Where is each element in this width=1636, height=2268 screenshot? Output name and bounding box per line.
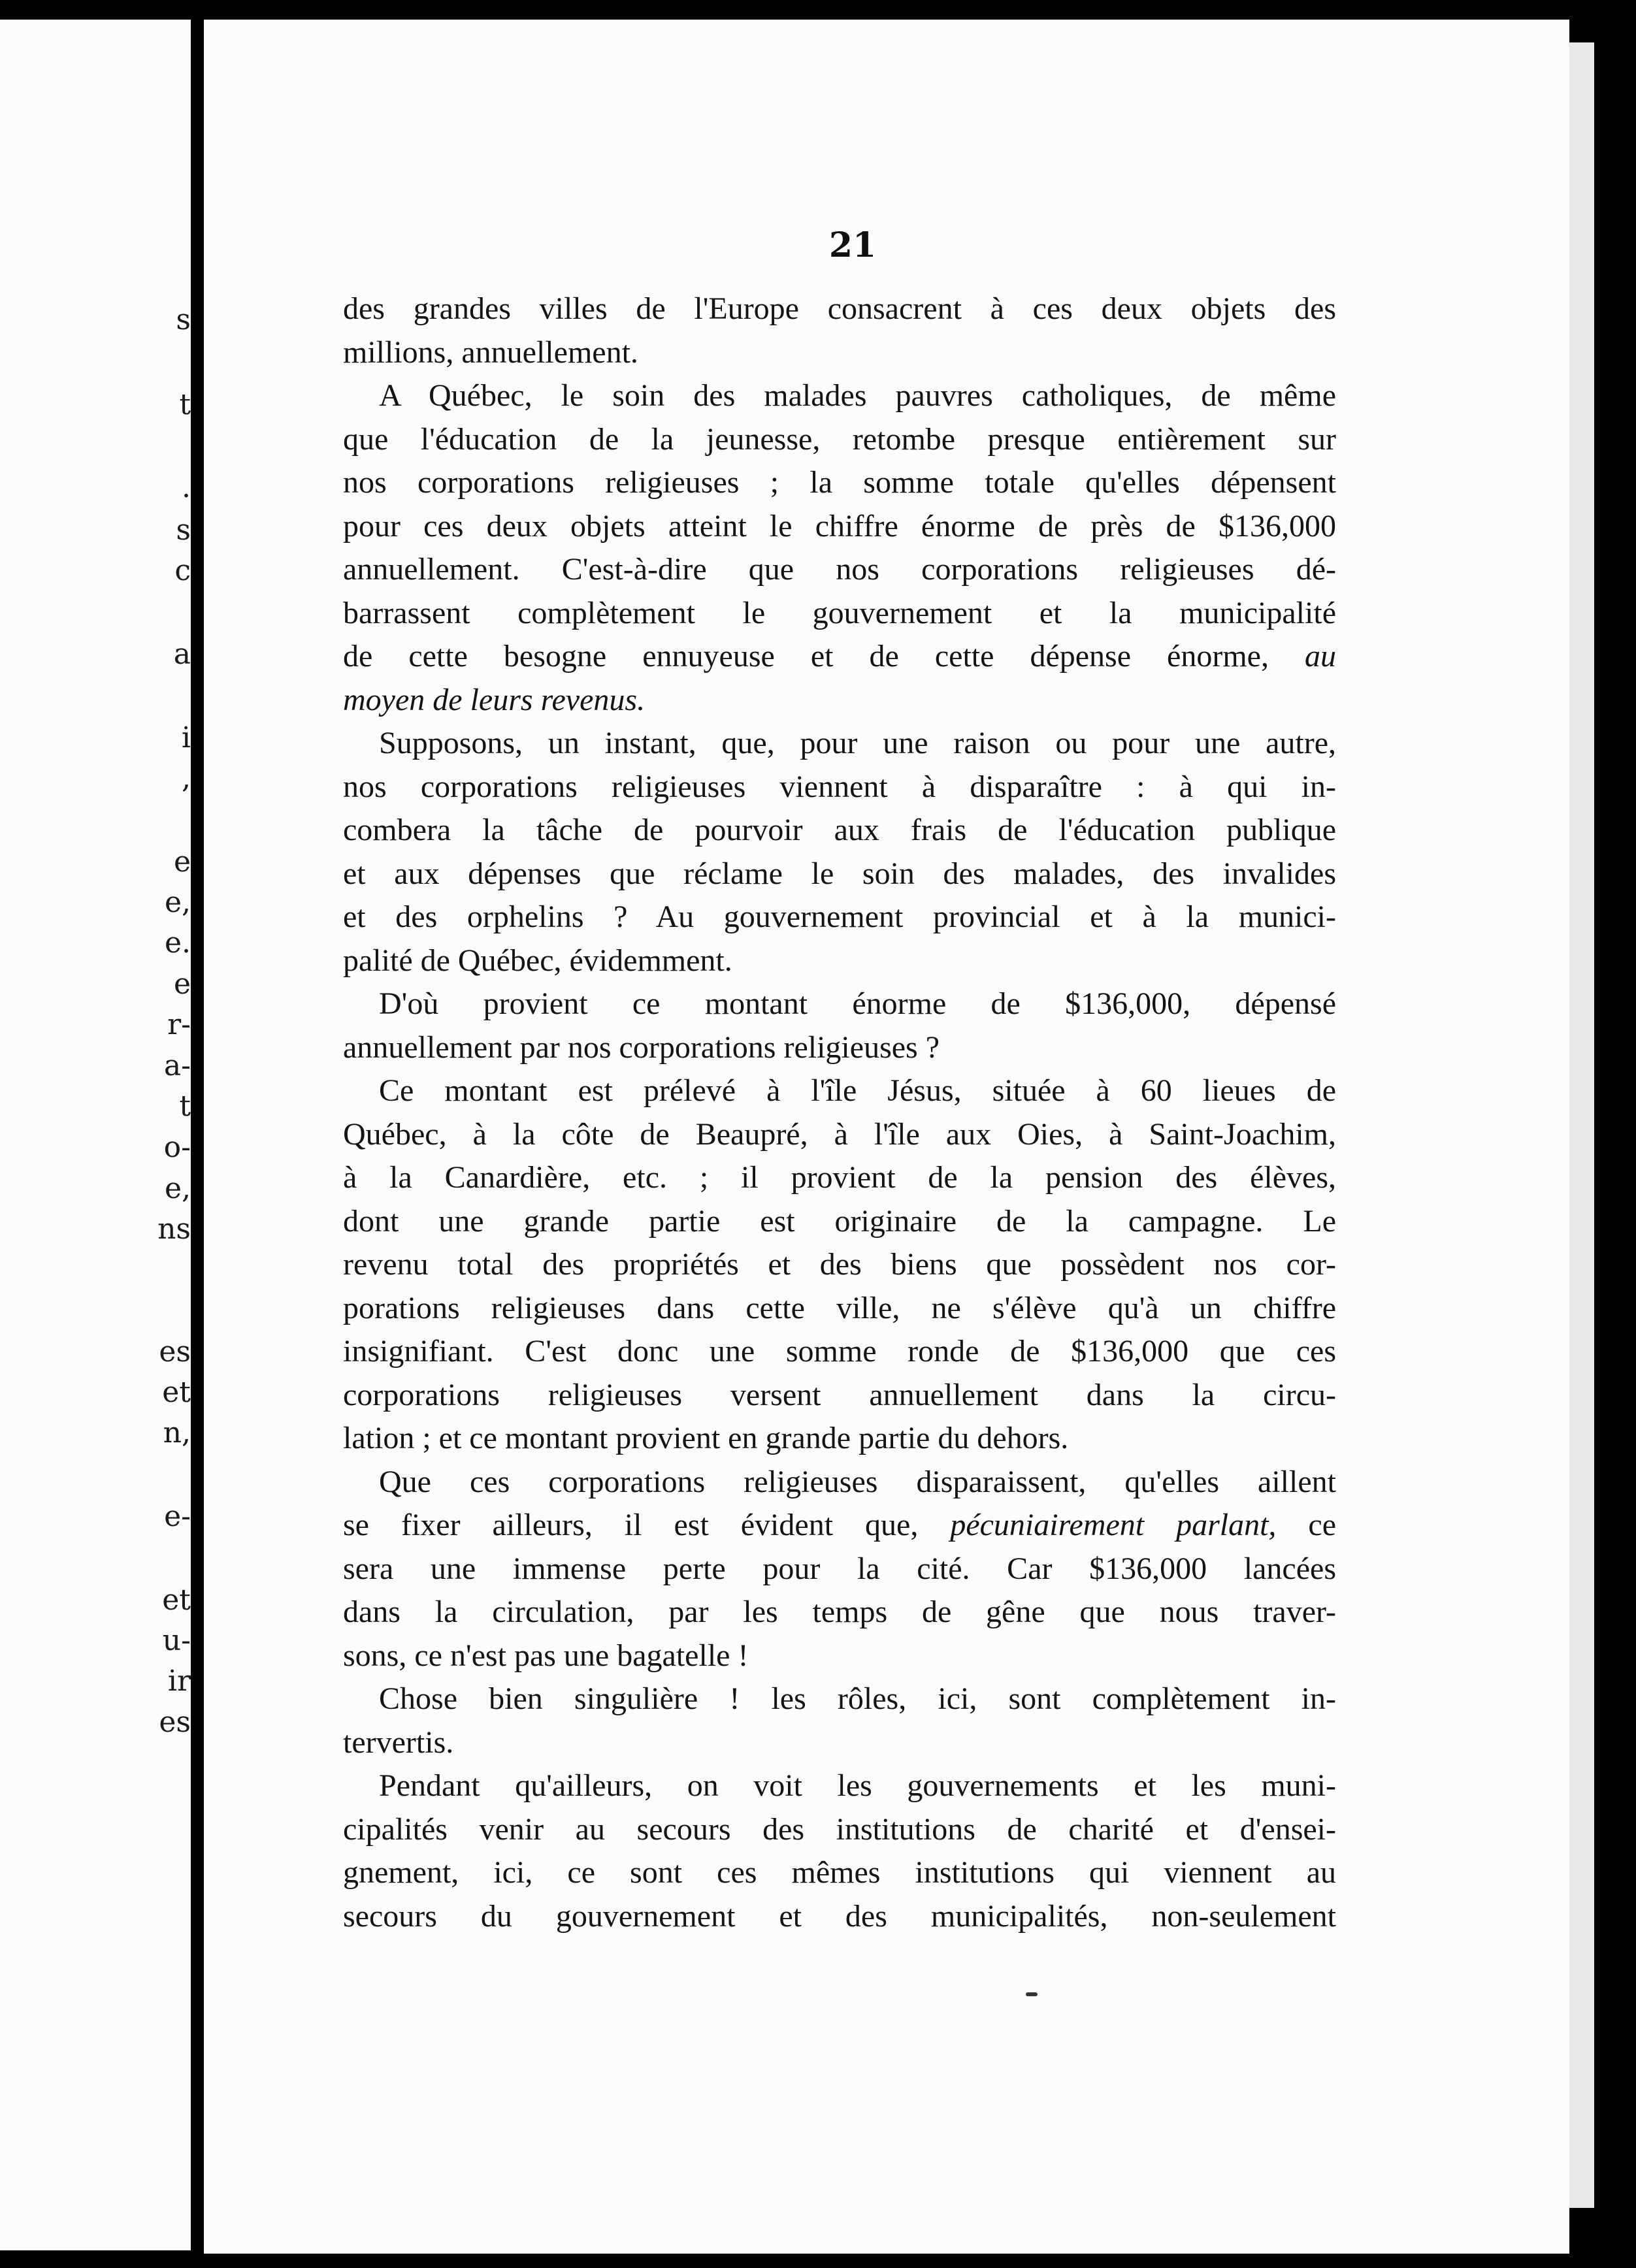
text-line: Ce montant est prélevé à l'île Jésus, située à 60 lieues de [379, 1073, 1336, 1108]
text-line: dans la circulation, par les temps de gêne que nous traver- [343, 1595, 1336, 1629]
text-line: Pendant qu'ailleurs, on voit les gouvernements et les muni- [379, 1768, 1336, 1803]
text-line: et aux dépenses que réclame le soin des malades, des invalides [343, 856, 1336, 891]
margin-fragment: t [179, 1090, 191, 1123]
text-segment: de cette besogne ennuyeuse et de cette dépense énorme, [343, 639, 1269, 673]
text-line: secours du gouvernement et des municipalités, non-seulement [343, 1898, 1336, 1934]
text-line: lation ; et ce montant provient en grande partie du dehors. [343, 1421, 1069, 1455]
text-line: dont une grande partie est originaire de la campagne. Le [343, 1203, 1336, 1239]
text-line: annuellement par nos corporations religieuses ? [343, 1029, 940, 1065]
margin-fragment: t [179, 388, 191, 421]
text-line: et des orphelins ? Au gouvernement provincial et à la munici- [343, 899, 1336, 934]
text-line: Chose bien singulière ! les rôles, ici, sont complètement in- [379, 1681, 1336, 1716]
margin-fragment: r- [167, 1008, 191, 1041]
text-line: à la Canardière, etc. ; il provient de la pension des élèves, [343, 1160, 1336, 1195]
text-line: tervertis. [343, 1725, 454, 1760]
margin-fragment: a- [163, 1049, 191, 1082]
margin-fragment: c [174, 554, 191, 587]
text-line: que l'éducation de la jeunesse, retombe presque entièrement sur [343, 421, 1336, 457]
italic-segment: pécuniairement parlant, [950, 1508, 1277, 1542]
text-line: nos corporations religieuses ; la somme totale qu'elles dépensent [343, 465, 1336, 500]
text-line: Québec, à la côte de Beaupré, à l'île aux Oies, à Saint-Joachim, [343, 1116, 1336, 1152]
margin-fragment: e- [164, 1500, 191, 1533]
text-line: cipalités venir au secours des institutions de charité et d'ensei- [343, 1811, 1336, 1847]
book-gutter [191, 0, 204, 2268]
text-segment: se fixer ailleurs, il est évident que, [343, 1508, 919, 1542]
margin-fragment: e, [164, 886, 191, 919]
margin-fragment: a [173, 638, 191, 671]
adjacent-page [0, 20, 191, 2250]
text-line: moyen de leurs revenus. [343, 682, 646, 717]
text-line: sera une immense perte pour la cité. Car $136,000 lancées [343, 1551, 1336, 1586]
text-line: porations religieuses dans cette ville, ne s'élève qu'à un chiffre [343, 1290, 1336, 1325]
text-line: D'où provient ce montant énorme de $136,000, dépensé [379, 986, 1336, 1021]
text-line: nos corporations religieuses viennent à disparaître : à qui in- [343, 769, 1336, 804]
margin-fragment: e [173, 967, 191, 1001]
margin-fragment: et [162, 1376, 191, 1409]
margin-fragment: n, [163, 1416, 191, 1450]
margin-fragment: ns [157, 1212, 191, 1246]
margin-fragment: e [173, 845, 191, 879]
margin-fragment: es [159, 1335, 191, 1369]
text-line: A Québec, le soin des malades pauvres catholiques, de même [379, 378, 1336, 413]
text-line: sons, ce n'est pas une bagatelle ! [343, 1638, 749, 1673]
text-line: des grandes villes de l'Europe consacrent à ces deux objets des [343, 291, 1336, 326]
margin-fragment: e. [164, 926, 191, 960]
text-line: barrassent complètement le gouvernement et la municipalité [343, 595, 1336, 630]
text-line: gnement, ici, ce sont ces mêmes institutions qui viennent au [343, 1855, 1336, 1890]
margin-fragment: s [176, 303, 191, 336]
margin-fragment: e, [164, 1172, 191, 1205]
page-edge [1569, 42, 1594, 2208]
text-line [343, 1504, 1336, 1547]
italic-segment: au [1305, 639, 1336, 673]
margin-fragment: o- [163, 1131, 191, 1164]
text-line: Supposons, un instant, que, pour une raison ou pour une autre, [379, 726, 1336, 760]
text-line: millions, annuellement. [343, 334, 638, 370]
margin-fragment: u- [162, 1624, 191, 1657]
text-line: annuellement. C'est-à-dire que nos corporations religieuses dé- [343, 552, 1336, 587]
margin-fragment: s [176, 513, 191, 547]
text-line: combera la tâche de pourvoir aux frais de l'éducation publique [343, 813, 1336, 847]
text-line: Que ces corporations religieuses disparaissent, qu'elles aillent [379, 1464, 1336, 1499]
margin-fragment: ir [167, 1664, 191, 1698]
body-text [343, 287, 1336, 1938]
margin-fragment: et [162, 1583, 191, 1617]
margin-fragment: , [182, 762, 191, 795]
text-segment: ce [1308, 1508, 1336, 1542]
text-line: palité de Québec, évidemment. [343, 943, 732, 978]
text-line: corporations religieuses versent annuellement dans la circu- [343, 1377, 1336, 1412]
margin-fragment: . [182, 471, 191, 504]
margin-fragment: es [159, 1706, 191, 1739]
text-line: insignifiant. C'est donc une somme ronde de $136,000 que ces [343, 1334, 1336, 1369]
text-line [343, 635, 1336, 679]
page-number: 21 [828, 225, 877, 265]
margin-fragment: i [181, 721, 191, 754]
ink-mark [1026, 1992, 1038, 1996]
text-line: revenu total des propriétés et des biens que possèdent nos cor- [343, 1247, 1336, 1282]
text-line: pour ces deux objets atteint le chiffre énorme de près de $136,000 [343, 508, 1336, 543]
